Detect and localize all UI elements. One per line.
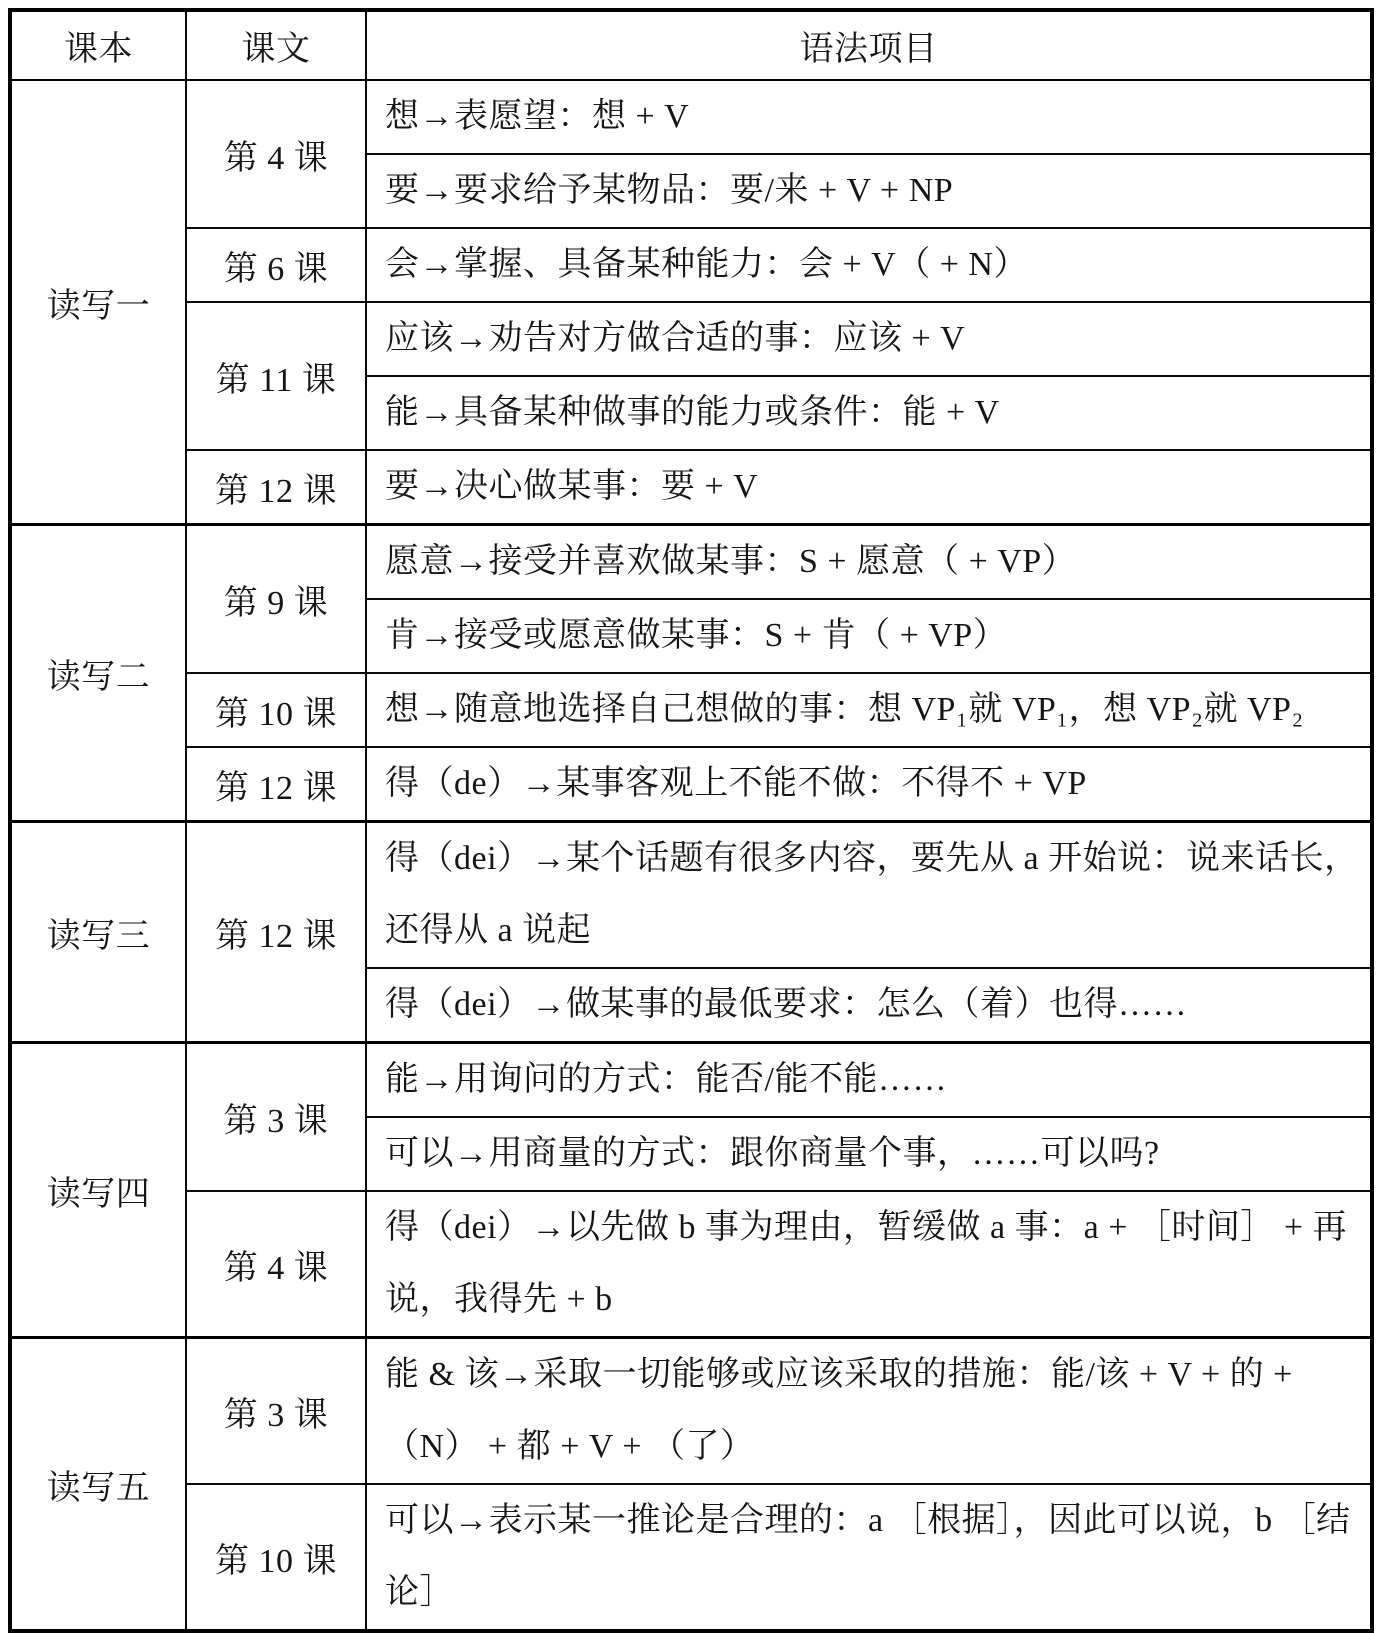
lesson-cell: 第 3 课 [186,1043,366,1192]
table-row [10,1043,1372,1118]
grammar-cell: 要→决心做某事：要 + V [366,450,1372,525]
table-row [10,450,1372,525]
grammar-cell: 得（dei）→某个话题有很多内容，要先从 a 开始说：说来话长，还得从 a 说起 [366,822,1372,969]
book-cell: 读写三 [10,822,186,1043]
grammar-cell: 得（de）→某事客观上不能不做：不得不 + VP [366,747,1372,822]
grammar-cell: 能 & 该→采取一切能够或应该采取的措施：能/该 + V + 的 + （N） + 都 + V + （了） [366,1338,1372,1485]
lesson-cell: 第 9 课 [186,525,366,674]
grammar-cell: 得（dei）→做某事的最低要求：怎么（着）也得…… [366,968,1372,1043]
grammar-cell: 可以→用商量的方式：跟你商量个事，……可以吗? [366,1117,1372,1191]
book-cell: 读写二 [10,525,186,822]
header-grammar-item: 语法项目 [366,10,1372,80]
lesson-cell: 第 12 课 [186,450,366,525]
grammar-cell: 愿意→接受并喜欢做某事：S + 愿意（ + VP） [366,525,1372,600]
lesson-cell: 第 12 课 [186,747,366,822]
table-row [10,747,1372,822]
table-row [10,525,1372,600]
book-cell: 读写一 [10,80,186,525]
table-row [10,80,1372,154]
lesson-cell: 第 4 课 [186,80,366,228]
lesson-cell: 第 10 课 [186,673,366,747]
grammar-cell: 要→要求给予某物品：要/来 + V + NP [366,154,1372,228]
lesson-cell: 第 6 课 [186,228,366,302]
grammar-cell: 得（dei）→以先做 b 事为理由，暂缓做 a 事：a + ［时间］ + 再说，我得先 + b [366,1191,1372,1338]
lesson-cell: 第 3 课 [186,1338,366,1485]
table-row [10,1484,1372,1631]
lesson-cell: 第 4 课 [186,1191,366,1338]
table-row [10,228,1372,302]
header-row [10,10,1372,80]
grammar-cell: 能→具备某种做事的能力或条件：能 + V [366,376,1372,450]
book-cell: 读写五 [10,1338,186,1632]
table-row [10,1191,1372,1338]
grammar-table [8,8,1374,1633]
book-cell: 读写四 [10,1043,186,1338]
table-row [10,302,1372,376]
grammar-cell: 想→表愿望：想 + V [366,80,1372,154]
grammar-cell: 应该→劝告对方做合适的事：应该 + V [366,302,1372,376]
grammar-cell: 可以→表示某一推论是合理的：a ［根据］，因此可以说，b ［结论］ [366,1484,1372,1631]
header-lesson: 课文 [186,10,366,80]
lesson-cell: 第 11 课 [186,302,366,450]
lesson-cell: 第 10 课 [186,1484,366,1631]
grammar-cell: 能→用询问的方式：能否/能不能…… [366,1043,1372,1118]
grammar-cell: 会→掌握、具备某种能力：会 + V（ + N） [366,228,1372,302]
table-row [10,1338,1372,1485]
header-textbook: 课本 [10,10,186,80]
table-row [10,673,1372,747]
grammar-cell: 想→随意地选择自己想做的事：想 VP₁就 VP₁，想 VP₂就 VP₂ [366,673,1372,747]
table-row [10,822,1372,969]
grammar-cell: 肯→接受或愿意做某事：S + 肯（ + VP） [366,599,1372,673]
lesson-cell: 第 12 课 [186,822,366,1043]
